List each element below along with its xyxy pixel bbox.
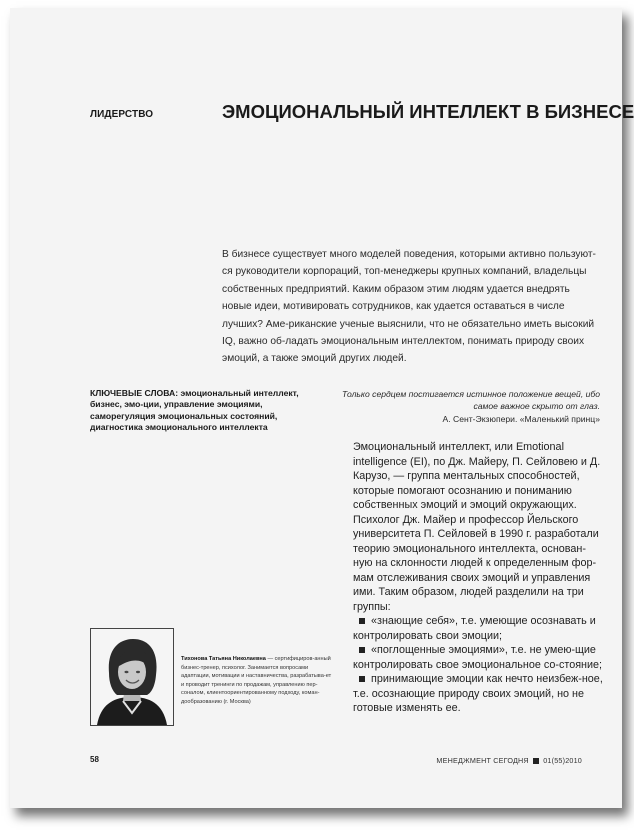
epigraph-quote: Только сердцем постигается истинное положение вещей, ибо самое важное скрыто от глаз. [342,389,600,412]
keywords: КЛЮЧЕВЫЕ СЛОВА: эмоциональный интеллект, бизнес, эмо-ции, управление эмоциями, саморегуляция эмоциональных состояний, диагностика эмоционального интеллекта [90,388,299,433]
list-item-text: «знающие себя», т.е. умеющие осознавать и контролировать свои эмоции; [353,615,596,642]
main-text [353,440,603,716]
list-item [353,672,603,716]
page-number: 58 [90,755,99,764]
magazine-page [10,8,634,808]
author-portrait-icon [91,629,173,725]
author-photo [90,628,174,726]
square-bullet-icon [359,676,365,682]
author-description: — сертифициров-анный бизнес-тренер, психолог. Занимается вопросами адаптации, мотивации и наставничества, разрабатыва-ет и проводит тренинги по продажам, управлению пер-соналом, клиентоориентированному подходу, коман-дообразованию (г. Москва) [181,656,332,705]
square-bullet-icon [359,647,365,653]
epigraph [340,388,600,425]
article-title: ЭМОЦИОНАЛЬНЫЙ ИНТЕЛЛЕКТ В БИЗНЕСЕ [222,101,634,122]
lead-paragraph: В бизнесе существует много моделей поведения, которыми активно пользуют-ся руководители корпораций, топ-менеджеры крупных компаний, владельцы собственных предприятий. Каким образом этим людям удается внедрять новые идеи, мотивировать сотрудников, как удается оставаться в числе лучших? Аме-риканские ученые выяснили, что не обязательно иметь высокий IQ, важно об-ладать эмоциональным интеллектом, понимать природу своих эмоций, а также эмоций других людей. [222,249,596,365]
square-separator-icon [533,758,539,764]
square-bullet-icon [359,618,365,624]
section-label: ЛИДЕРСТВО [90,109,154,120]
author-bio [181,655,333,707]
list-item-text: принимающие эмоции как нечто неизбеж-ное, т.е. осознающие природу своих эмоций, но не готовые изменять ее. [353,673,603,714]
magazine-name: МЕНЕДЖМЕНТ СЕГОДНЯ [436,756,529,765]
author-name: Тихонова Татьяна Николаевна [181,656,266,662]
list-item-text: «поглощенные эмоциями», т.е. не умею-щие контролировать свое эмоциональное со-стояние; [353,644,603,671]
issue-number: 01(55)2010 [543,756,582,765]
article-lead [222,246,600,368]
list-item [353,614,603,643]
footer [436,756,582,765]
epigraph-source: А. Сент-Экзюпери. «Маленький принц» [442,413,600,424]
list-item [353,643,603,672]
body-paragraph: Эмоциональный интеллект, или Emotional intelligence (EI), по Дж. Майеру, П. Сейловею и Д. Карузо, — группа ментальных способностей, которые помогают осознанию и пониманию собственных эмоций и эмоций окружающих. Психолог Дж. Майер и профессор Йельского университета П. Сейловей в 1990 г. разработали теорию эмоционального интеллекта, основан-ную на склонности людей к определенным фор-мам отслеживания своих эмоций и управления ими. Таким образом, людей разделили на три группы: [353,441,601,613]
